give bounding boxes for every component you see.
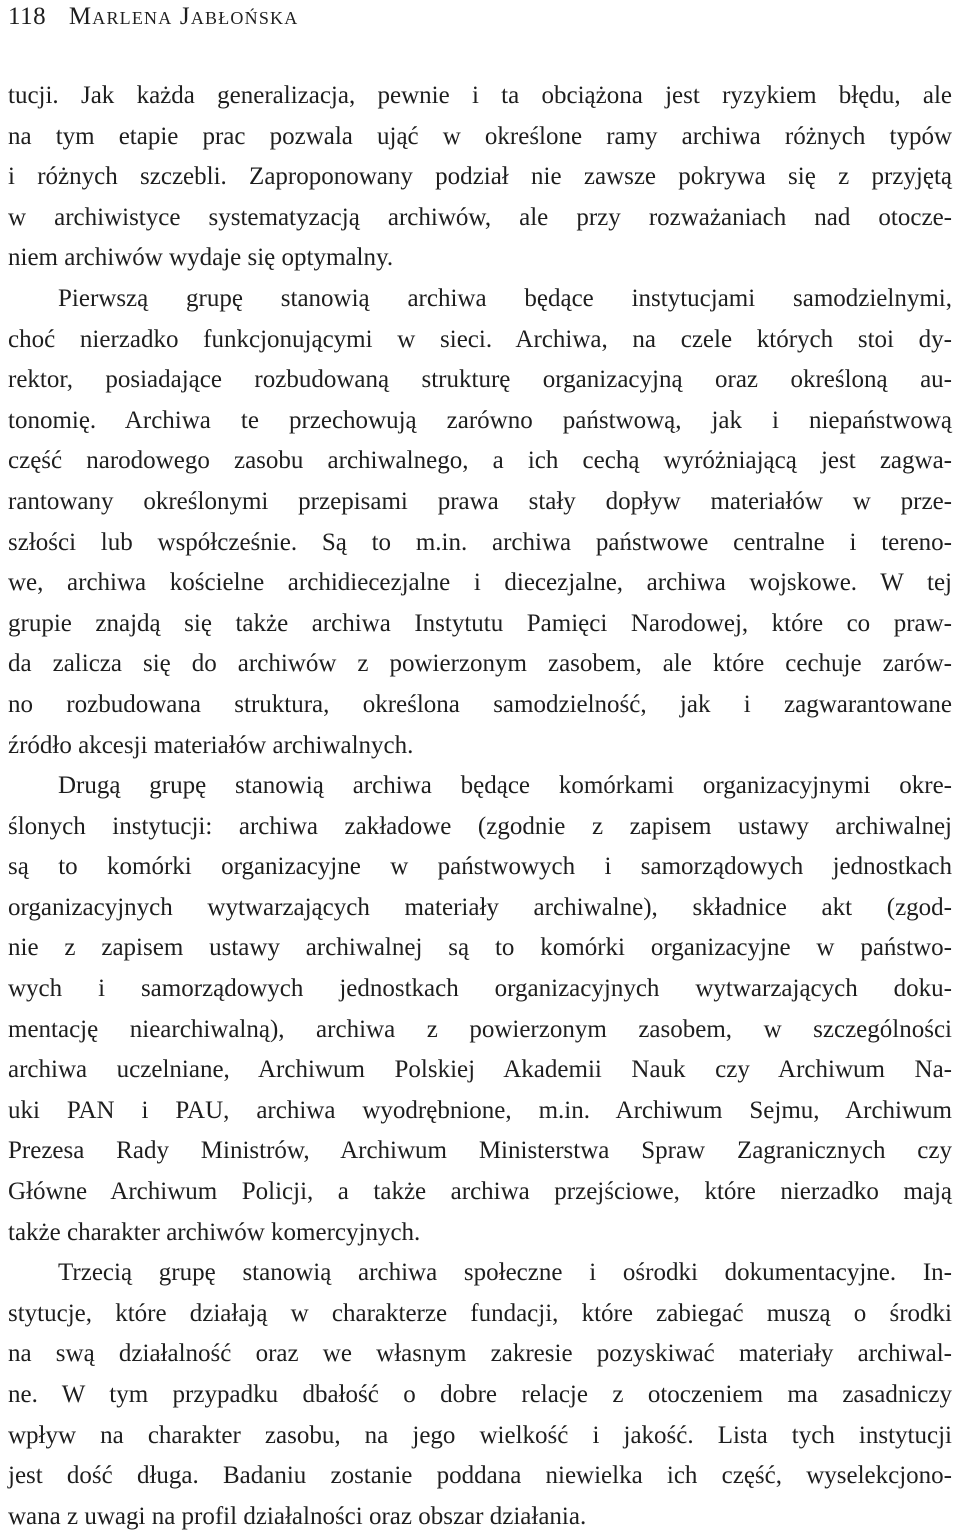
text-line: Pierwszą grupę stanowią archiwa będące instytucjami samodzielnymi, — [58, 284, 952, 312]
text-line: da zalicza się do archiwów z powierzonym zasobem, ale które cechuje zarów- — [8, 650, 952, 678]
paragraph — [8, 766, 952, 1253]
text-line: Trzecią grupę stanowią archiwa społeczne i ośrodki dokumentacyjne. In- — [58, 1259, 952, 1287]
paragraph — [8, 279, 952, 766]
text-line: tucji. Jak każda generalizacja, pewnie i ta obciążona jest ryzykiem błędu, ale — [8, 82, 952, 109]
page-number: 118 — [8, 3, 47, 30]
text-line: Prezesa Rady Ministrów, Archiwum Ministerstwa Spraw Zagranicznych czy — [8, 1137, 952, 1165]
text-line: choć nierzadko funkcjonującymi w sieci. Archiwa, na czele których stoi dy- — [8, 325, 952, 353]
text-line: organizacyjnych wytwarzających materiały archiwalne), składnice akt (zgod- — [8, 893, 952, 921]
text-line: na swą działalność oraz we własnym zakresie pozyskiwać materiały archiwal- — [8, 1340, 952, 1368]
text-line: uki PAN i PAU, archiwa wyodrębnione, m.in. Archiwum Sejmu, Archiwum — [8, 1096, 952, 1124]
text-line: na tym etapie prac pozwala ująć w określone ramy archiwa różnych typów — [8, 122, 952, 150]
text-line: nie z zapisem ustawy archiwalnej są to komórki organizacyjne w państwo- — [8, 934, 952, 962]
text-line: wych i samorządowych jednostkach organizacyjnych wytwarzających doku- — [8, 975, 952, 1003]
running-head — [8, 0, 952, 36]
text-line: rektor, posiadające rozbudowaną strukturę organizacyjną oraz określoną au- — [8, 366, 952, 394]
text-line: tonomię. Archiwa te przechowują zarówno państwową, jak i niepaństwową — [8, 406, 952, 434]
text-line: archiwa uczelniane, Archiwum Polskiej Akademii Nauk czy Archiwum Na- — [8, 1056, 952, 1084]
text-line: część narodowego zasobu archiwalnego, a ich cechą wyróżniającą jest zagwa- — [8, 447, 952, 475]
text-line: Główne Archiwum Policji, a także archiwa przejściowe, które nierzadko mają — [8, 1178, 952, 1206]
body-text — [8, 76, 952, 1537]
text-line: wana z uwagi na profil działalności oraz obszar działania. — [8, 1502, 587, 1530]
text-line: no rozbudowana struktura, określona samodzielność, jak i zagwarantowane — [8, 690, 952, 718]
paragraph — [8, 76, 952, 279]
text-line: w archiwistyce systematyzacją archiwów, ale przy rozważaniach nad otocze- — [8, 203, 952, 231]
running-head-author: Marlena Jabłońska — [68, 3, 299, 30]
text-line: i różnych szczebli. Zaproponowany podział nie zawsze pokrywa się z przyjętą — [8, 163, 952, 191]
paragraph — [8, 1253, 952, 1537]
text-line: rantowany określonymi przepisami prawa stały dopływ materiałów w prze- — [8, 487, 952, 515]
text-line: jest dość długa. Badaniu zostanie poddana niewielka ich część, wyselekcjono- — [8, 1462, 952, 1490]
text-line: wpływ na charakter zasobu, na jego wielkość i jakość. Lista tych instytucji — [8, 1421, 952, 1449]
text-line: grupie znajdą się także archiwa Instytutu Pamięci Narodowej, które co praw- — [8, 609, 952, 637]
text-line: także charakter archiwów komercyjnych. — [8, 1218, 421, 1246]
text-line: są to komórki organizacyjne w państwowych i samorządowych jednostkach — [8, 853, 952, 881]
text-line: szłości lub współcześnie. Są to m.in. archiwa państwowe centralne i tereno- — [8, 528, 952, 556]
text-line: ne. W tym przypadku dbałość o dobre relacje z otoczeniem ma zasadniczy — [8, 1381, 952, 1408]
text-line: niem archiwów wydaje się optymalny. — [8, 244, 394, 272]
text-line: we, archiwa kościelne archidiecezjalne i diecezjalne, archiwa wojskowe. W tej — [8, 569, 952, 597]
text-line: stytucje, które działają w charakterze fundacji, które zabiegać muszą o środki — [8, 1299, 952, 1327]
text-line: źródło akcesji materiałów archiwalnych. — [8, 731, 414, 759]
text-line: mentację niearchiwalną), archiwa z powierzonym zasobem, w szczególności — [8, 1015, 952, 1043]
text-line: Drugą grupę stanowią archiwa będące komórkami organizacyjnymi okre- — [58, 772, 952, 800]
book-page — [8, 0, 952, 1537]
text-line: ślonych instytucji: archiwa zakładowe (zgodnie z zapisem ustawy archiwalnej — [8, 812, 952, 840]
